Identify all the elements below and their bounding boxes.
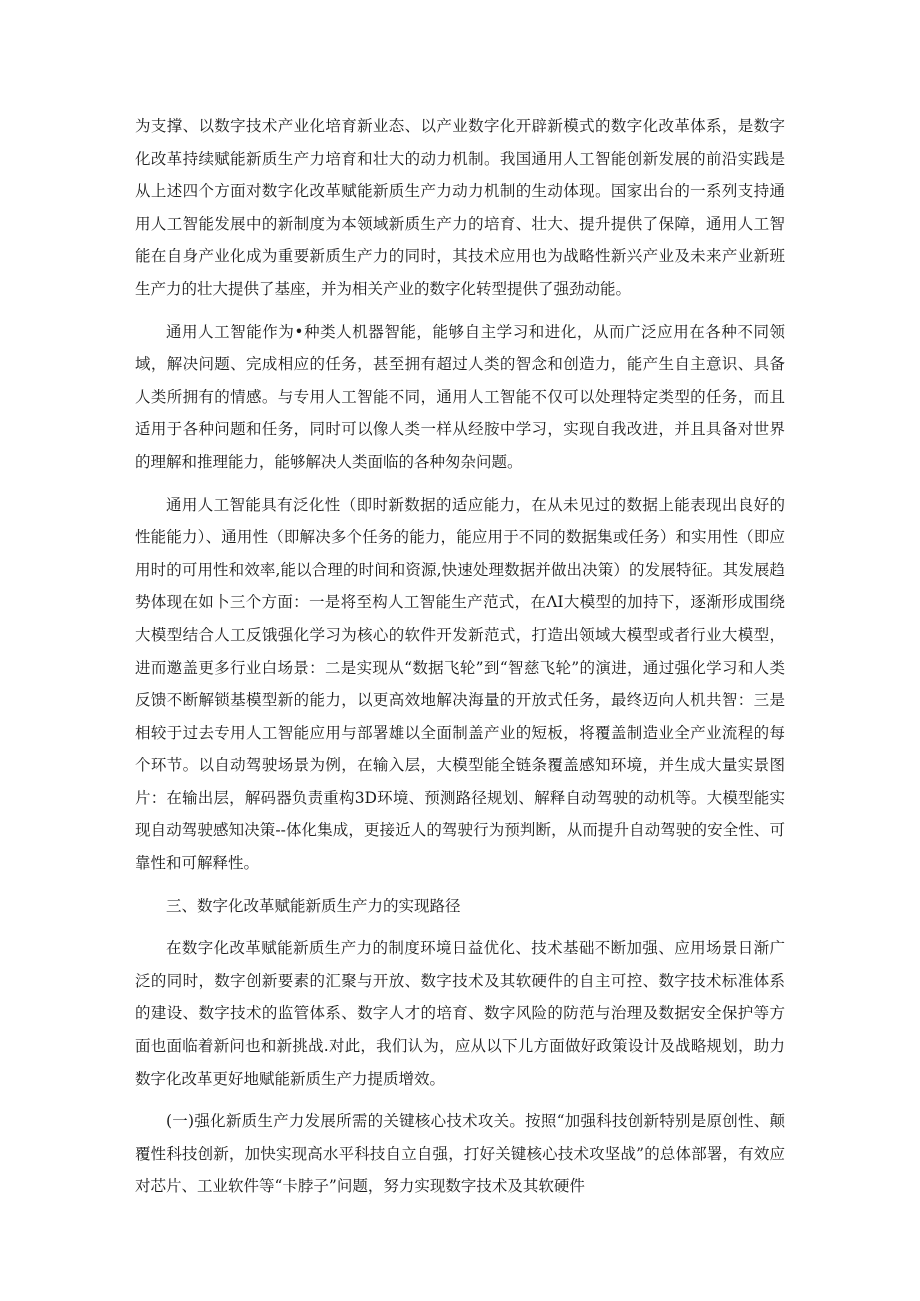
- paragraph-agi-definition: 通用人工智能作为•种类人机器智能，能够自主学习和进化，从而广泛应用在各种不同领域，解决问题、完成相应的任务，甚至拥有超过人类的智念和创造力，能产生自主意识、具备人类所拥有的情感。与专用人工智能不同，通用人工智能不仅可以处理特定类型的任务，而且适用于各种问题和任务，同时可以像人类一样从经胺中学习，实现自我改进，并且具备对世界的理解和推理能力，能够解决人类面临的各种匆杂问题。: [135, 322, 785, 471]
- paragraph-intro: 为支撑、以数字技术产业化培育新业态、以产业数字化开辟新模式的数字化改革体系，是数字化改革持续赋能新质生产力培育和壮大的动力机制。我国通用人工智能创新发展的前沿实践是从上述四个方面对数字化改革赋能新质生产力动力机制的生动体现。国家出台的一系列支持通用人工智能发展中的新制度为本领域新质生产力的培育、壮大、提升提供了保障，通用人工智能在自身产业化成为重要新质生产力的同时，其技术应用也为战略性新兴产业及未来产业新班生产力的壮大提供了基座，并为相关产业的数字化转型提供了强劲动能。: [135, 117, 785, 298]
- paragraph-agi-features: 通用人工智能具有泛化性（即时新数据的适应能力，在从未见过的数据上能表现出良好的性能能力）、通用性（即解决多个任务的能力，能应用于不同的数据集或任务）和实用性（即应用时的可用性和效率,能以合理的时间和资源,快速处理数据并做出决策）的发展特征。其发展趋势体现在如卜三个方面：一是将至构人工智能生产范式，在ΛI大模型的加持下，逐渐形成围绕大模型结合人工反饿强化学习为核心的软件开发新范式，打造出领域大模型或者行业大模型，进而邀盖更多行业白场景：二是实现从“数据飞轮”到“智慈飞轮”的演进，通过强化学习和人类反馈不断解锁基模型新的能力，以更高效地解决海量的开放式任务，最终迈向人机共智：三是相较于过去专用人工智能应用与部署雄以全面制盖产业的短板，将覆盖制造业全产业流程的每个环节。以自动驾驶场景为例，在输入层，大模型能全链条覆盖感知环境，并生成大量实景图片：在输出层，解码器负责重构3D环境、预测路径规划、解释自动驾驶的动机等。大模型能实现自动驾驶感知决策--体化集成，更接近人的驾驶行为预判断，从而提升自动驾驶的安全性、可靠性和可解释性。: [135, 495, 785, 873]
- paragraph-challenges: 在数字化改革赋能新质生产力的制度环境日益优化、技术基础不断加强、应用场景日渐广泛的同时，数字创新要素的汇聚与开放、数字技术及其软硬件的自主可控、数字技术标准体系的建设、数字技术的监管体系、数字人才的培育、数字风险的防范与治理及数据安全保护等方面也面临着新问也和新挑战.对此，我们认为，应从以下儿方面做好政策设计及战略规划，助力数字化改革更好地赋能新质生产力提质增效。: [135, 939, 785, 1088]
- document-body: [135, 110, 785, 1203]
- paragraph-key-technology: (一)强化新质生产力发展所需的关键核心技术攻关。按照“加强科技创新特别是原创性、颠覆性科技创新，加快实现高水平科技自立自强，打好关键核心技术攻坚战”的总体部署，有效应对芯片、工业软件等“卡脖子”问题，努力实现数字技术及其软硬件: [135, 1112, 785, 1196]
- section-heading: 三、数字化改革赋能新质生产力的实现路径: [166, 896, 461, 915]
